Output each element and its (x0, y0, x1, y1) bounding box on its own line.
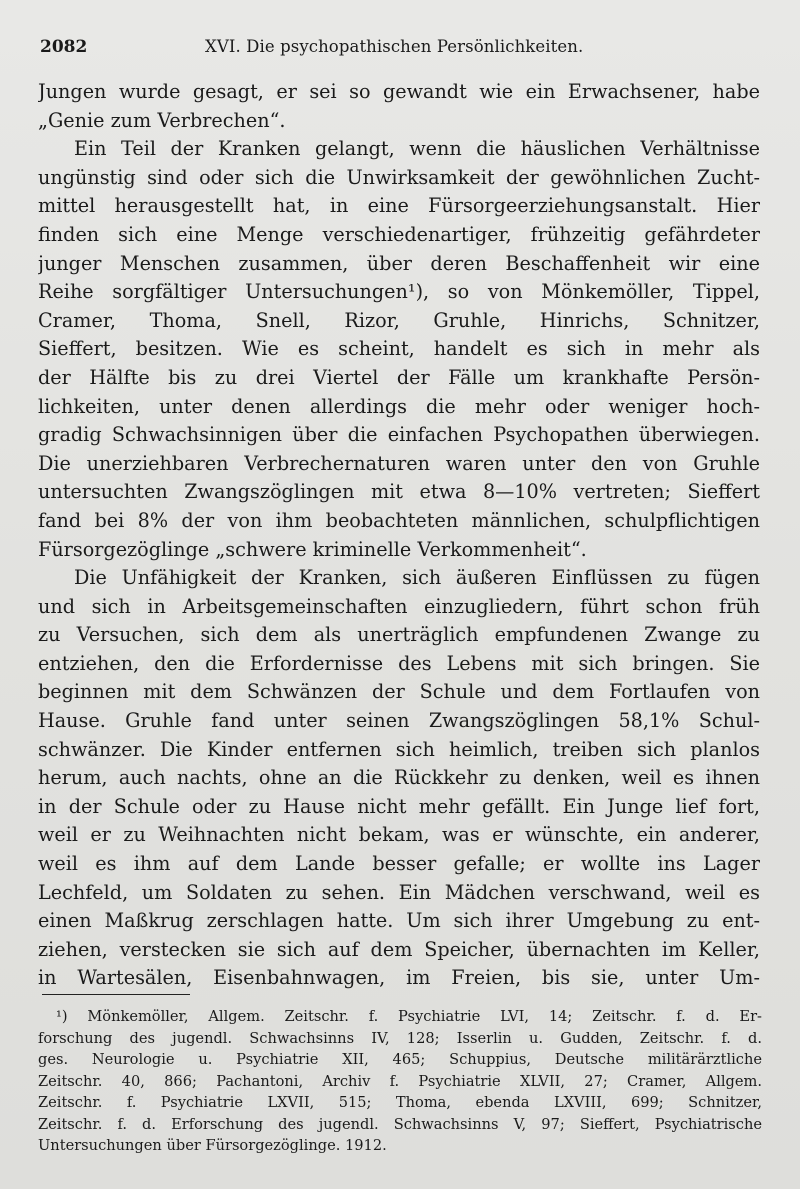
text-line: Reihe sorgfältiger Untersuchungen¹), so von Mönkemöller, Tippel, (38, 280, 760, 304)
text-line: entziehen, den die Erfordernisse des Lebens mit sich bringen. Sie (38, 651, 760, 675)
text-line: zu Versuchen, sich dem als unerträglich empfundenen Zwange zu (38, 623, 760, 647)
text-line: ungünstig sind oder sich die Unwirksamkeit der gewöhnlichen Zucht- (38, 165, 760, 189)
footnote-line: Zeitschr. f. Psychiatrie LXVII, 515; Thoma, ebenda LXVIII, 699; Schnitzer, (38, 1094, 762, 1111)
text-line: Die unerziehbaren Verbrechernaturen waren unter den von Gruhle (38, 451, 760, 475)
body-text (38, 78, 760, 993)
text-line: der Hälfte bis zu drei Viertel der Fälle um krankhafte Persön- (38, 365, 760, 389)
text-line: Hause. Gruhle fand unter seinen Zwangszöglingen 58,1% Schul- (38, 709, 760, 733)
text-line: beginnen mit dem Schwänzen der Schule und dem Fortlaufen von (38, 680, 760, 704)
text-line: Ein Teil der Kranken gelangt, wenn die häuslichen Verhältnisse (74, 137, 760, 161)
footnote-line: ¹) Mönkemöller, Allgem. Zeitschr. f. Psychiatrie LVI, 14; Zeitschr. f. d. Er- (56, 1008, 762, 1025)
text-line: Die Unfähigkeit der Kranken, sich äußeren Einflüssen zu fügen (74, 566, 760, 590)
text-line: junger Menschen zusammen, über deren Beschaffenheit wir eine (38, 251, 760, 275)
footnote-line: Zeitschr. f. d. Erforschung des jugendl. Schwachsinns V, 97; Sieffert, Psychiatrische (38, 1115, 762, 1133)
text-line: ziehen, verstecken sie sich auf dem Speicher, übernachten im Keller, (38, 937, 760, 961)
text-line: untersuchten Zwangszöglingen mit etwa 8—10% vertreten; Sieffert (38, 480, 760, 504)
footnote-divider (42, 994, 190, 995)
text-line: Lechfeld, um Soldaten zu sehen. Ein Mädchen verschwand, weil es (38, 880, 760, 904)
text-line: weil er zu Weihnachten nicht bekam, was er wünschte, ein anderer, (38, 823, 760, 847)
text-line: finden sich eine Menge verschiedenartiger, frühzeitig gefährdeter (38, 222, 760, 246)
text-line: und sich in Arbeitsgemeinschaften einzugliedern, führt schon früh (38, 594, 760, 618)
text-line: Jungen wurde gesagt, er sei so gewandt wie ein Erwachsener, habe (38, 80, 760, 103)
text-line: Fürsorgezöglinge „schwere kriminelle Verkommenheit“. (38, 537, 587, 561)
text-line: fand bei 8% der von ihm beobachteten männlichen, schulpflichtigen (38, 508, 760, 532)
running-head: XVI. Die psychopathischen Persönlichkeiten. (205, 37, 584, 56)
text-line: mittel herausgestellt hat, in eine Fürsorgeerziehungsanstalt. Hier (38, 194, 760, 218)
text-line: Sieffert, besitzen. Wie es scheint, handelt es sich in mehr als (38, 337, 760, 361)
text-line: in der Schule oder zu Hause nicht mehr gefällt. Ein Junge lief fort, (38, 794, 760, 818)
page-number: 2082 (40, 37, 88, 57)
footnote-line: ges. Neurologie u. Psychiatrie XII, 465; Schuppius, Deutsche militärärztliche (38, 1051, 762, 1068)
footnotes (38, 1006, 762, 1157)
text-line: in Wartesälen, Eisenbahnwagen, im Freien, bis sie, unter Um- (38, 966, 760, 990)
text-line: gradig Schwachsinnigen über die einfachen Psychopathen überwiegen. (38, 423, 760, 447)
text-line: lichkeiten, unter denen allerdings die mehr oder weniger hoch- (38, 394, 760, 418)
text-line: Cramer, Thoma, Snell, Rizor, Gruhle, Hinrichs, Schnitzer, (38, 308, 760, 332)
text-line: „Genie zum Verbrechen“. (38, 108, 286, 132)
text-line: schwänzer. Die Kinder entfernen sich heimlich, treiben sich planlos (38, 737, 760, 761)
footnote-line: Zeitschr. 40, 866; Pachantoni, Archiv f. Psychiatrie XLVII, 27; Cramer, Allgem. (38, 1072, 762, 1090)
page-header (40, 30, 760, 64)
footnote-line: Untersuchungen über Fürsorgezöglinge. 1912. (38, 1137, 387, 1154)
text-line: herum, auch nachts, ohne an die Rückkehr zu denken, weil es ihnen (38, 766, 760, 790)
text-line: einen Maßkrug zerschlagen hatte. Um sich ihrer Umgebung zu ent- (38, 909, 760, 933)
footnote-line: forschung des jugendl. Schwachsinns IV, 128; Isserlin u. Gudden, Zeitschr. f. d. (38, 1029, 762, 1047)
text-line: weil es ihm auf dem Lande besser gefalle; er wollte ins Lager (38, 852, 760, 876)
